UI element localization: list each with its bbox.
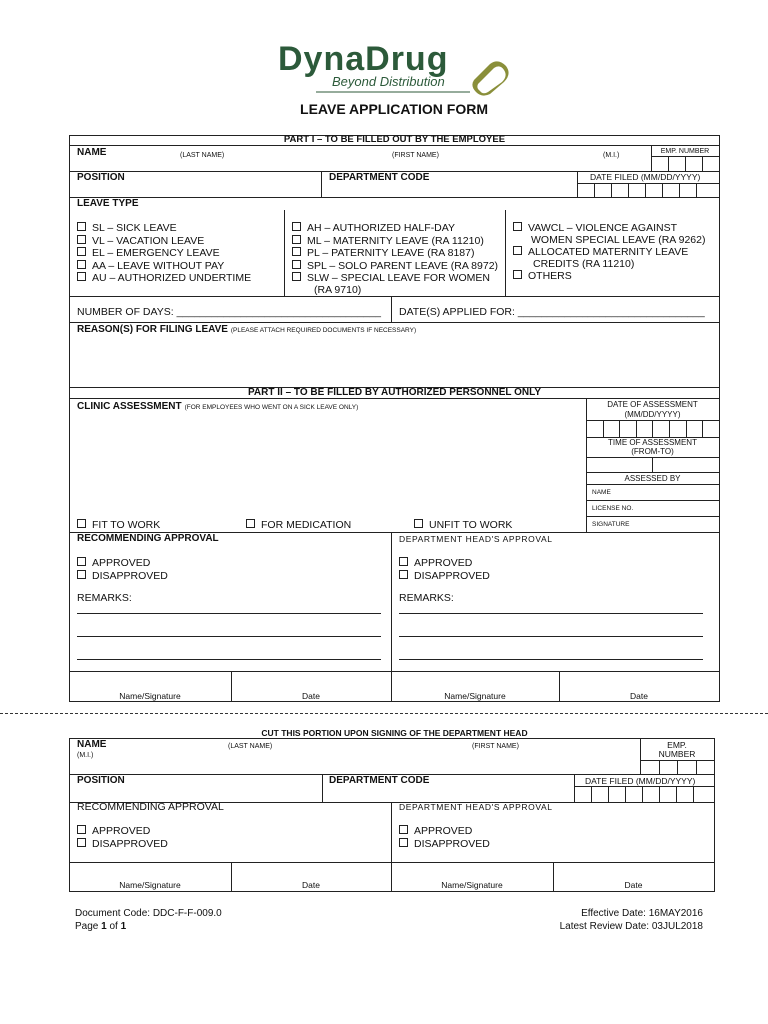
rec-remarks-line-1[interactable] <box>77 613 381 614</box>
checkbox-icon <box>292 222 301 231</box>
assess-box-6 <box>686 420 687 437</box>
cut-head-name-signature-label: Name/Signature <box>441 880 503 890</box>
cut-date-filed-label: DATE FILED (MM/DD/YYYY) <box>585 776 696 786</box>
checkbox-icon <box>292 272 301 281</box>
cut-date-box-7 <box>693 786 694 802</box>
license-line <box>586 516 719 517</box>
time-of-assessment-label: TIME OF ASSESSMENT <box>608 438 697 447</box>
leave-option-allocated-cont: CREDITS (RA 11210) <box>533 258 635 270</box>
cut-head-date-label: Date <box>624 880 643 890</box>
rec-remarks-line-3[interactable] <box>77 659 381 660</box>
cut-rec-disapproved-option[interactable]: DISAPPROVED <box>77 838 168 850</box>
date-of-assessment-label: DATE OF ASSESSMENT <box>607 400 698 409</box>
cut-dept-head-label: DEPARTMENT HEAD'S APPROVAL <box>399 802 553 812</box>
position-label: POSITION <box>77 172 125 183</box>
head-name-signature-label: Name/Signature <box>444 691 506 701</box>
table-border-right <box>719 135 720 702</box>
date-box-4 <box>645 183 646 197</box>
checkbox-icon <box>77 838 86 847</box>
document-code: Document Code: DDC-F-F-009.0 <box>75 908 222 919</box>
cut-rec-approved-option[interactable]: APPROVED <box>77 825 150 837</box>
emp-box-1 <box>668 156 669 171</box>
cut-rec-name-signature-label: Name/Signature <box>119 880 181 890</box>
head-remarks-line-3[interactable] <box>399 659 703 660</box>
cut-header: CUT THIS PORTION UPON SIGNING OF THE DEPARTMENT HEAD <box>261 728 528 738</box>
recommending-approval-label: RECOMMENDING APPROVAL <box>77 533 219 544</box>
checkbox-icon <box>513 246 522 255</box>
leave-option-el[interactable]: EL – EMERGENCY LEAVE <box>77 247 220 259</box>
last-name-hint: (LAST NAME) <box>180 152 225 159</box>
assessor-name-line <box>586 500 719 501</box>
leave-option-sl[interactable]: SL – SICK LEAVE <box>77 222 177 234</box>
leave-option-allocated[interactable]: ALLOCATED MATERNITY LEAVE <box>513 246 688 258</box>
page-total: 1 <box>120 921 127 932</box>
head-disapproved-option[interactable]: DISAPPROVED <box>399 570 490 582</box>
cut-date-divider <box>574 774 575 802</box>
date-filed-label: DATE FILED (MM/DD/YYYY) <box>590 172 701 182</box>
clinic-assessment-label: CLINIC ASSESSMENT (FOR EMPLOYEES WHO WENT ON A SICK LEAVE ONLY) <box>77 401 359 412</box>
assess-box-5 <box>669 420 670 437</box>
assessed-by-label: ASSESSED BY <box>624 474 681 483</box>
emp-number-label: EMP. NUMBER <box>660 148 710 155</box>
checkbox-icon <box>292 247 301 256</box>
cut-emp-box-2 <box>677 760 678 774</box>
date-box-3 <box>628 183 629 197</box>
checkbox-icon <box>77 222 86 231</box>
clinic-notes-area[interactable] <box>70 412 585 516</box>
cut-date-box-6 <box>676 786 677 802</box>
cut-border-left <box>69 738 70 892</box>
effective-date: Effective Date: 16MAY2016 <box>581 908 703 919</box>
cut-head-disapproved-option[interactable]: DISAPPROVED <box>399 838 490 850</box>
head-remarks-line-1[interactable] <box>399 613 703 614</box>
emp-box-2 <box>685 156 686 171</box>
checkbox-icon <box>399 557 408 566</box>
form-title: LEAVE APPLICATION FORM <box>300 101 488 117</box>
cut-first-name-hint: (FIRST NAME) <box>472 743 519 750</box>
leave-col-divider-2 <box>505 210 506 296</box>
cut-top-border <box>69 738 715 739</box>
time-line-bottom <box>586 472 719 473</box>
clinic-note: (FOR EMPLOYEES WHO WENT ON A SICK LEAVE ONLY) <box>184 404 359 411</box>
cut-head-approved-option[interactable]: APPROVED <box>399 825 472 837</box>
license-no-label: LICENSE NO. <box>592 505 634 512</box>
time-divider <box>652 457 653 472</box>
rec-remarks-line-2[interactable] <box>77 636 381 637</box>
rec-date-label: Date <box>302 691 320 701</box>
cut-number-label: NUMBER <box>658 749 696 759</box>
date-box-7 <box>696 183 697 197</box>
cut-date-box-2 <box>608 786 609 802</box>
name-label: NAME <box>77 147 107 158</box>
head-remarks-line-2[interactable] <box>399 636 703 637</box>
part1-header: PART I – TO BE FILLED OUT BY THE EMPLOYEE <box>283 134 506 145</box>
position-divider <box>321 171 322 197</box>
checkbox-icon <box>399 838 408 847</box>
cut-border-right <box>714 738 715 892</box>
cut-date-box-4 <box>642 786 643 802</box>
emp-box-3 <box>702 156 703 171</box>
cut-emp-box-3 <box>696 760 697 774</box>
cut-department-code-label: DEPARTMENT CODE <box>329 775 430 786</box>
approval-divider <box>391 532 392 702</box>
company-logo <box>278 40 518 96</box>
department-code-label: DEPARTMENT CODE <box>329 172 430 183</box>
leave-option-pl[interactable]: PL – PATERNITY LEAVE (RA 8187) <box>292 247 475 259</box>
cut-line <box>0 713 768 714</box>
position-row-line <box>69 197 720 198</box>
cut-position-divider <box>322 774 323 802</box>
date-box-2 <box>611 183 612 197</box>
fit-to-work-option[interactable]: FIT TO WORK <box>77 519 160 531</box>
date-box-6 <box>679 183 680 197</box>
checkbox-icon <box>77 825 86 834</box>
checkbox-icon <box>77 247 86 256</box>
rec-disapproved-option[interactable]: DISAPPROVED <box>77 570 168 582</box>
checkbox-icon <box>77 272 86 281</box>
cut-bottom-border <box>69 891 715 892</box>
date-box-1 <box>594 183 595 197</box>
date-box-5 <box>662 183 663 197</box>
rec-approved-option[interactable]: APPROVED <box>77 557 150 569</box>
checkbox-icon <box>77 260 86 269</box>
cut-rec-date-label: Date <box>302 880 320 890</box>
cut-approval-row-line <box>69 862 715 863</box>
cut-recommending-label: RECOMMENDING APPROVAL <box>77 801 224 813</box>
cut-name-label: NAME <box>77 739 107 750</box>
head-date-label: Date <box>630 691 648 701</box>
checkbox-icon <box>414 519 423 528</box>
checkbox-icon <box>77 519 86 528</box>
cut-position-label: POSITION <box>77 775 125 786</box>
cut-emp-box-1 <box>659 760 660 774</box>
reason-label: REASON(S) FOR FILING LEAVE (PLEASE ATTACH REQUIRED DOCUMENTS IF NECESSARY) <box>77 324 417 335</box>
leave-type-label: LEAVE TYPE <box>77 198 139 209</box>
leave-option-vawcl[interactable]: VAWCL – VIOLENCE AGAINST <box>513 222 677 234</box>
cut-date-box-1 <box>591 786 592 802</box>
checkbox-icon <box>292 260 301 269</box>
unfit-to-work-option[interactable]: UNFIT TO WORK <box>414 519 512 531</box>
head-remarks-label: REMARKS: <box>399 592 454 604</box>
cut-mi-hint: (M.I.) <box>77 752 94 759</box>
rec-name-signature-label: Name/Signature <box>119 691 181 701</box>
for-medication-option[interactable]: FOR MEDICATION <box>246 519 351 531</box>
part2-header: PART II – TO BE FILLED BY AUTHORIZED PERSONNEL ONLY <box>248 387 541 398</box>
assess-box-4 <box>652 420 653 437</box>
fit-row-spacer <box>69 516 586 517</box>
assess-box-7 <box>702 420 703 437</box>
date-of-assessment-format: (MM/DD/YYYY) <box>624 410 681 419</box>
checkbox-icon <box>77 235 86 244</box>
checkbox-icon <box>513 222 522 231</box>
leave-type-row-line <box>69 296 720 297</box>
date-filed-divider <box>577 171 578 197</box>
leave-option-aa[interactable]: AA – LEAVE WITHOUT PAY <box>77 260 224 272</box>
checkbox-icon <box>399 570 408 579</box>
leave-option-au[interactable]: AU – AUTHORIZED UNDERTIME <box>77 272 251 284</box>
logo-brand-text: DynaDrug <box>278 40 449 78</box>
dates-applied-field[interactable]: DATE(S) APPLIED FOR: ________________________________ <box>399 306 705 318</box>
page-number: 1 <box>101 921 107 932</box>
approval-row-line <box>69 671 720 672</box>
leave-option-vl[interactable]: VL – VACATION LEAVE <box>77 235 204 247</box>
leave-option-vawcl-cont: WOMEN SPECIAL LEAVE (RA 9262) <box>531 234 706 246</box>
leave-option-ml[interactable]: ML – MATERNITY LEAVE (RA 11210) <box>292 235 484 247</box>
checkbox-icon <box>246 519 255 528</box>
assess-box-2 <box>619 420 620 437</box>
leave-option-ah[interactable]: AH – AUTHORIZED HALF-DAY <box>292 222 455 234</box>
date-filed-line <box>577 183 719 184</box>
leave-option-slw[interactable]: SLW – SPECIAL LEAVE FOR WOMEN <box>292 272 490 284</box>
leave-col-divider-1 <box>284 210 285 296</box>
leave-option-spl[interactable]: SPL – SOLO PARENT LEAVE (RA 8972) <box>292 260 498 272</box>
head-approved-option[interactable]: APPROVED <box>399 557 472 569</box>
checkbox-icon <box>77 570 86 579</box>
leave-option-others[interactable]: OTHERS <box>513 270 572 282</box>
latest-review-date: Latest Review Date: 03JUL2018 <box>559 921 703 932</box>
assessor-signature-label: SIGNATURE <box>592 521 630 528</box>
assess-box-3 <box>636 420 637 437</box>
cut-last-name-hint: (LAST NAME) <box>228 743 273 750</box>
days-divider <box>391 296 392 322</box>
dept-head-approval-label: DEPARTMENT HEAD'S APPROVAL <box>399 534 553 544</box>
checkbox-icon <box>513 270 522 279</box>
assessor-name-label: NAME <box>592 489 611 496</box>
page-indicator: Page 1 of 1 <box>75 921 127 932</box>
number-of-days-field[interactable]: NUMBER OF DAYS: ___________________________________ <box>77 306 381 318</box>
checkbox-icon <box>292 235 301 244</box>
assessed-by-line <box>586 484 719 485</box>
reason-input-area[interactable] <box>70 336 719 386</box>
checkbox-icon <box>399 825 408 834</box>
assess-box-1 <box>603 420 604 437</box>
leave-option-slw-cont: (RA 9710) <box>314 284 362 296</box>
cut-emp-label: EMP. <box>667 740 687 750</box>
cut-date-box-5 <box>659 786 660 802</box>
time-of-assessment-format: (FROM-TO) <box>631 447 674 456</box>
checkbox-icon <box>77 557 86 566</box>
cut-date-box-3 <box>625 786 626 802</box>
reason-note: (PLEASE ATTACH REQUIRED DOCUMENTS IF NECESSARY) <box>230 327 417 334</box>
rec-remarks-label: REMARKS: <box>77 592 132 604</box>
logo-tagline: Beyond Distribution <box>332 74 445 89</box>
mi-hint: (M.I.) <box>603 152 620 159</box>
first-name-hint: (FIRST NAME) <box>392 152 439 159</box>
table-bottom-border <box>69 701 720 702</box>
cut-approval-divider <box>391 802 392 892</box>
